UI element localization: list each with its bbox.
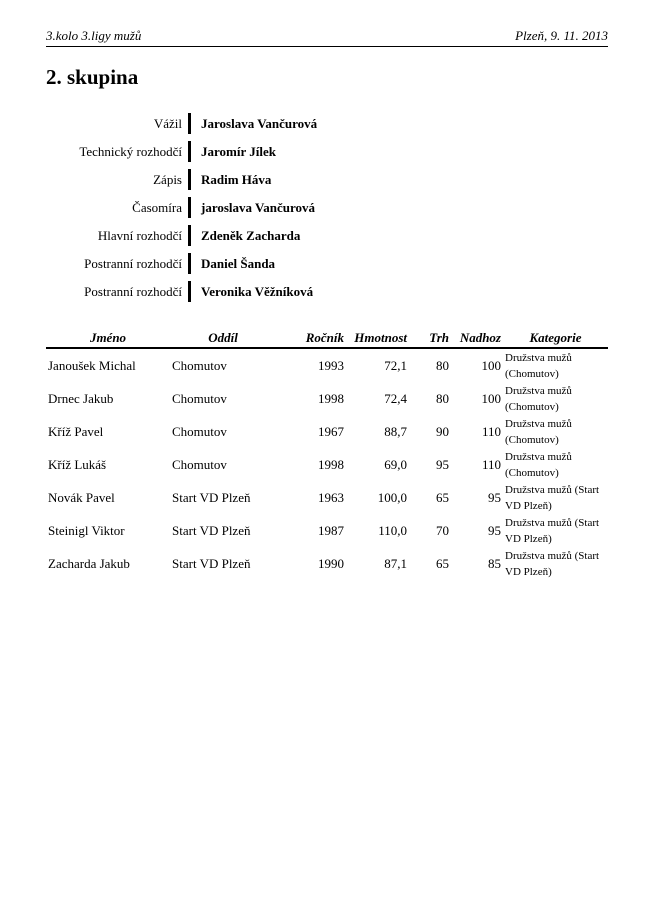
cell-name: Kříž Lukáš — [48, 456, 107, 472]
cell-clean-jerk: 100 — [481, 357, 501, 373]
cell-weight: 72,1 — [384, 357, 407, 373]
cell-snatch: 65 — [436, 489, 449, 505]
official-row — [0, 141, 655, 169]
cell-category: Družstva mužů (Start VD Plzeň) — [505, 483, 600, 512]
official-name: jaroslava Vančurová — [201, 200, 316, 215]
cell-name: Drnec Jakub — [48, 390, 114, 406]
cell-club: Start VD Plzeň — [172, 489, 251, 505]
cell-clean-jerk: 110 — [481, 456, 501, 472]
cell-year: 1993 — [318, 357, 344, 373]
official-row — [0, 281, 655, 309]
table-row — [46, 448, 608, 481]
separator-bar — [188, 253, 191, 274]
cell-year: 1990 — [318, 555, 344, 571]
results-table — [46, 328, 608, 580]
place-and-date: Plzeň, 9. 11. 2013 — [515, 28, 608, 43]
cell-name: Novák Pavel — [48, 489, 115, 505]
table-header-row — [46, 328, 608, 348]
cell-category: Družstva mužů (Start VD Plzeň) — [505, 516, 600, 545]
official-role: Časomíra — [132, 200, 182, 215]
cell-weight: 110,0 — [378, 522, 407, 538]
cell-category: Družstva mužů (Chomutov) — [505, 351, 572, 380]
cell-snatch: 90 — [436, 423, 449, 439]
cell-year: 1998 — [318, 390, 344, 406]
separator-bar — [188, 141, 191, 162]
column-header-clean-jerk: Nadhoz — [451, 328, 503, 348]
table-row — [46, 547, 608, 580]
cell-snatch: 70 — [436, 522, 449, 538]
cell-clean-jerk: 95 — [488, 489, 501, 505]
official-name: Jaromír Jílek — [201, 144, 276, 159]
cell-club: Start VD Plzeň — [172, 522, 251, 538]
official-name: Jaroslava Vančurová — [201, 116, 318, 131]
page-header — [46, 28, 608, 47]
cell-year: 1987 — [318, 522, 344, 538]
cell-clean-jerk: 95 — [488, 522, 501, 538]
cell-category: Družstva mužů (Start VD Plzeň) — [505, 549, 600, 578]
column-header-name: Jméno — [46, 328, 170, 348]
competition-name: 3.kolo 3.ligy mužů — [46, 28, 142, 43]
cell-name: Janoušek Michal — [48, 357, 136, 373]
official-name: Daniel Šanda — [201, 256, 276, 271]
cell-name: Steinigl Viktor — [48, 522, 125, 538]
cell-snatch: 65 — [436, 555, 449, 571]
official-row — [0, 197, 655, 225]
cell-year: 1998 — [318, 456, 344, 472]
official-row — [0, 225, 655, 253]
cell-club: Chomutov — [172, 456, 227, 472]
cell-category: Družstva mužů (Chomutov) — [505, 384, 572, 413]
table-row — [46, 415, 608, 448]
table-row — [46, 514, 608, 547]
cell-clean-jerk: 100 — [481, 390, 501, 406]
cell-snatch: 80 — [436, 390, 449, 406]
table-row — [46, 481, 608, 514]
column-header-year: Ročník — [276, 328, 346, 348]
cell-year: 1967 — [318, 423, 344, 439]
official-row — [0, 169, 655, 197]
column-header-snatch: Trh — [409, 328, 451, 348]
cell-snatch: 80 — [436, 357, 449, 373]
cell-club: Start VD Plzeň — [172, 555, 251, 571]
cell-weight: 72,4 — [384, 390, 407, 406]
cell-weight: 100,0 — [377, 489, 407, 505]
column-header-category: Kategorie — [503, 328, 608, 348]
cell-club: Chomutov — [172, 357, 227, 373]
cell-name: Kříž Pavel — [48, 423, 104, 439]
official-row — [0, 113, 655, 141]
cell-club: Chomutov — [172, 423, 227, 439]
cell-weight: 69,0 — [384, 456, 407, 472]
column-header-weight: Hmotnost — [346, 328, 409, 348]
official-name: Radim Háva — [201, 172, 272, 187]
official-row — [0, 253, 655, 281]
official-role: Hlavní rozhodčí — [97, 228, 182, 243]
official-role: Postranní rozhodčí — [84, 284, 182, 299]
cell-name: Zacharda Jakub — [48, 555, 130, 571]
cell-category: Družstva mužů (Chomutov) — [505, 450, 572, 479]
separator-bar — [188, 113, 191, 134]
separator-bar — [188, 225, 191, 246]
separator-bar — [188, 169, 191, 190]
page-title: 2. skupina — [46, 65, 139, 89]
table-row — [46, 348, 608, 382]
cell-weight: 87,1 — [384, 555, 407, 571]
official-role: Postranní rozhodčí — [84, 256, 182, 271]
cell-snatch: 95 — [436, 456, 449, 472]
official-name: Zdeněk Zacharda — [201, 228, 301, 243]
separator-bar — [188, 281, 191, 302]
cell-clean-jerk: 85 — [488, 555, 501, 571]
official-role: Technický rozhodčí — [79, 144, 182, 159]
cell-club: Chomutov — [172, 390, 227, 406]
cell-category: Družstva mužů (Chomutov) — [505, 417, 572, 446]
official-name: Veronika Věžníková — [201, 284, 314, 299]
cell-year: 1963 — [318, 489, 344, 505]
official-role: Vážil — [153, 116, 182, 131]
official-role: Zápis — [153, 172, 182, 187]
cell-weight: 88,7 — [384, 423, 407, 439]
separator-bar — [188, 197, 191, 218]
column-header-club: Oddíl — [170, 328, 276, 348]
cell-clean-jerk: 110 — [481, 423, 501, 439]
table-row — [46, 382, 608, 415]
officials-list — [0, 113, 655, 309]
